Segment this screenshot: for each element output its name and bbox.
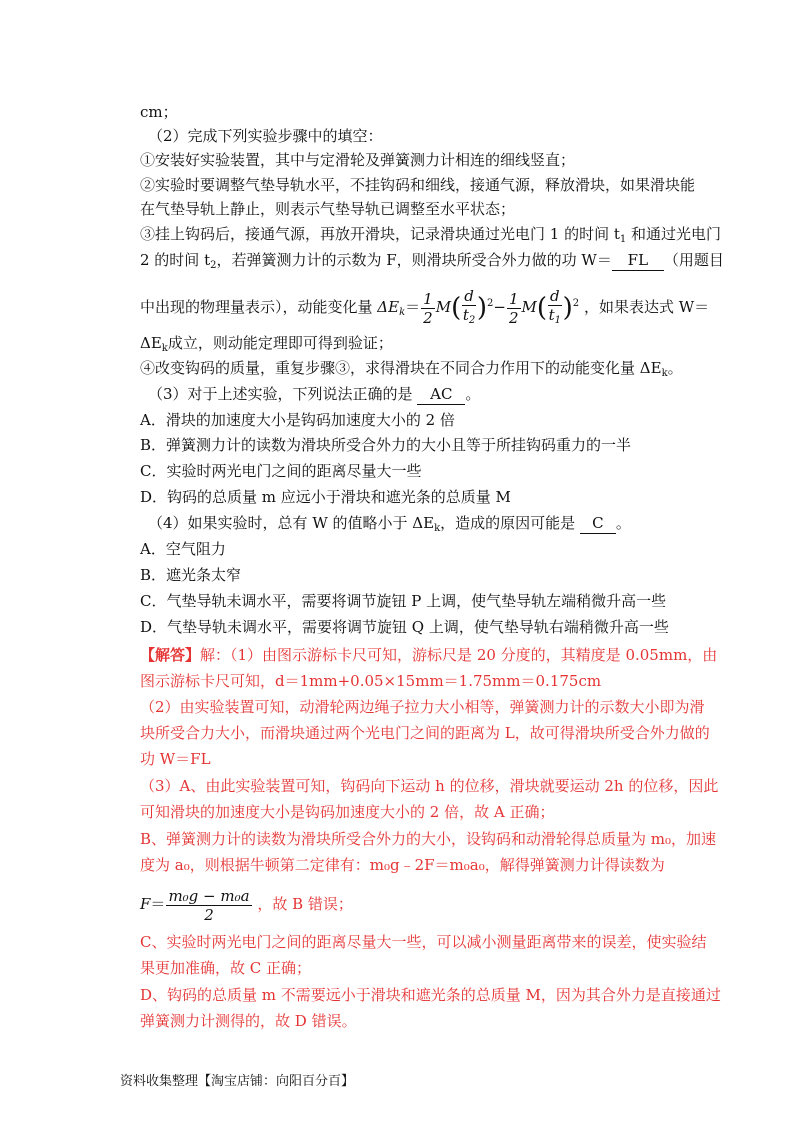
math-symbol: ( [536,293,548,323]
answer-line [140,958,680,978]
text: 。 [667,359,683,377]
force-formula [140,886,257,924]
fraction [507,290,521,327]
text-line [140,199,680,219]
text: （2）完成下列实验步骤中的填空： [148,127,383,145]
text: （3）对于上述实验，下列说法正确的是 [148,385,413,403]
text: 可知滑块的加速度大小是钩码加速度大小的 2 倍，故 A 正确； [140,803,555,821]
text: ④改变钩码的质量，重复步骤③，求得滑块在不同合力作用下的动能变化量 ΔE [140,359,662,377]
subscript: k [434,523,441,534]
answer-blank: FL [612,250,664,271]
text: 在气垫导轨上静止，则表示气垫导轨已调整至水平状态； [140,200,516,218]
numerator: m₀g − m₀a [168,886,250,905]
answer-blank: AC [417,384,465,405]
option-a [140,410,680,430]
kinetic-energy-formula [377,286,584,327]
text: 2 的时间 t [140,251,211,269]
answer-blank: C [580,513,616,534]
option-b [140,435,680,455]
numerator: d [464,286,474,305]
text: ②实验时要调整气垫导轨水平，不挂钩码和细线，接通气源，释放滑块，如果滑块能 [140,176,696,194]
text: A．空气阻力 [140,540,226,558]
text: cm； [140,103,178,121]
answer-line [140,645,718,665]
math-symbol: ) [562,293,573,323]
text: D、钩码的总质量 m 不需要远小于滑块和遮光条的总质量 M，因为其合外力是直接通过 [140,986,721,1004]
answer-line [140,671,680,691]
answer-line [140,697,705,717]
text: C、实验时两光电门之间的距离尽量大一些，可以减小测量距离带来的误差，使实验结 [140,933,707,951]
answer-line [140,829,717,849]
text: 。 [465,385,481,403]
option-b [140,565,680,585]
text-line [140,150,680,170]
text: 成立，则动能定理即可得到验证； [167,334,393,352]
text: C．气垫导轨未调水平，需要将调节旋钮 P 上调，使气垫导轨左端稍微升高一些 [140,592,667,610]
math-symbol: t [548,305,555,324]
text: B、弹簧测力计的读数为滑块所受合外力的大小，设钩码和动滑轮得总质量为 m₀，加速 [140,830,717,848]
denominator: 2 [508,308,519,327]
text: D．钩码的总质量 m 应远小于滑块和遮光条的总质量 M [140,488,511,506]
text-line [140,282,710,327]
text-line [148,126,688,146]
text: 弹簧测力计测得的，故 D 错误。 [140,1012,357,1030]
text: ，故 B 错误； [257,895,353,913]
subscript: 1 [554,314,562,326]
footer-text: 资料收集整理【淘宝店铺：向阳百分百】 [120,1074,355,1089]
option-c [140,461,680,481]
text-line [140,250,724,276]
math-symbol: ) [476,293,487,323]
text-line [148,513,688,539]
text: ΔE [140,334,162,352]
answer-line [140,882,680,926]
text: （4）如果实验时，总有 W 的值略小于 ΔE [148,514,435,532]
answer-line [140,776,719,796]
text: 和通过光电门 [631,225,722,243]
text: ，造成的原因可能是 [440,514,576,532]
superscript: 2 [487,298,494,309]
text-line [140,102,680,122]
text: ①安装好实验装置，其中与定滑轮及弹簧测力计相连的细线竖直； [140,151,576,169]
fraction [548,287,562,330]
option-d [140,617,680,637]
option-d [140,487,680,507]
superscript: 2 [572,298,580,309]
math-symbol: F [140,895,151,913]
text-line [148,384,688,405]
denominator: 2 [423,308,433,327]
subscript: k [661,368,668,379]
text: 块所受合力大小，而滑块通过两个光电门之间的距离为 L，故可得滑块所受合外力做的 [140,724,710,742]
text-line [140,224,722,250]
text: B．弹簧测力计的读数为滑块所受合外力的大小且等于所挂钩码重力的一半 [140,436,632,454]
fraction [421,290,435,327]
answer-line [140,1011,680,1031]
subscript: 2 [210,260,217,271]
text: 图示游标卡尺可知，d＝1mm+0.05×15mm＝1.75mm＝0.175cm [140,672,602,690]
subscript: k [399,307,406,318]
subscript: k [161,343,168,354]
text-line [140,333,680,359]
text: 中出现的物理量表示），动能变化量 [140,298,373,316]
numerator: 1 [423,289,433,308]
text-line [140,175,696,195]
numerator: d [550,286,560,305]
text: A．滑块的加速度大小是钩码加速度大小的 2 倍 [140,411,455,429]
text: B．遮光条太窄 [140,566,242,584]
text: （用题目 [663,251,724,269]
math-symbol: − [493,298,506,316]
denominator: 2 [204,905,214,924]
answer-line [140,723,710,743]
answer-line [140,749,680,769]
text-line [140,358,683,384]
text: ③挂上钩码后，接通气源，再放开滑块，记录滑块通过光电门 1 的时间 t [140,225,620,243]
answer-line [140,802,680,822]
math-symbol: t [462,305,469,324]
math-symbol: ＝ [150,895,166,913]
answer-line [140,985,721,1005]
answer-line [140,932,707,952]
text: （3）A、由此实验装置可知，钩码向下运动 h 的位移，滑块就要运动 2h 的位移，因此 [140,777,719,795]
text: C．实验时两光电门之间的距离尽量大一些 [140,462,422,480]
answer-line [140,855,680,875]
math-symbol: M [521,298,537,316]
denominator [462,306,476,330]
subscript: 1 [619,234,627,245]
text: ，如果表达式 W＝ [583,298,710,316]
text: 果更加准确，故 C 正确； [140,959,312,977]
math-symbol: ( [451,293,462,323]
answer-tag: 【解答】 [140,646,201,664]
numerator: 1 [508,289,519,308]
fraction [166,887,251,924]
subscript: 2 [468,314,476,326]
text: 功 W＝FL [140,750,211,768]
text: 解：（1）由图示游标卡尺可知，游标尺是 20 分度的，其精度是 0.05mm，由 [200,646,718,664]
option-c [140,591,680,611]
math-symbol: ΔE [377,298,400,316]
option-a [140,539,680,559]
text: ，若弹簧测力计的示数为 F，则滑块所受合外力做的功 W＝ [216,251,612,269]
text: 度为 a₀，则根据牛顿第二定律有：m₀g﹣2F＝m₀a₀，解得弹簧测力计得读数为 [140,856,665,874]
fraction [462,287,476,330]
math-symbol: M [435,298,452,316]
text: 。 [615,514,631,532]
math-symbol: ＝ [405,298,421,316]
denominator [548,306,562,330]
text: D．气垫导轨未调水平，需要将调节旋钮 Q 上调，使气垫导轨右端稍微升高一些 [140,618,669,636]
text: （2）由实验装置可知，动滑轮两边绳子拉力大小相等，弹簧测力计的示数大小即为滑 [140,698,705,716]
